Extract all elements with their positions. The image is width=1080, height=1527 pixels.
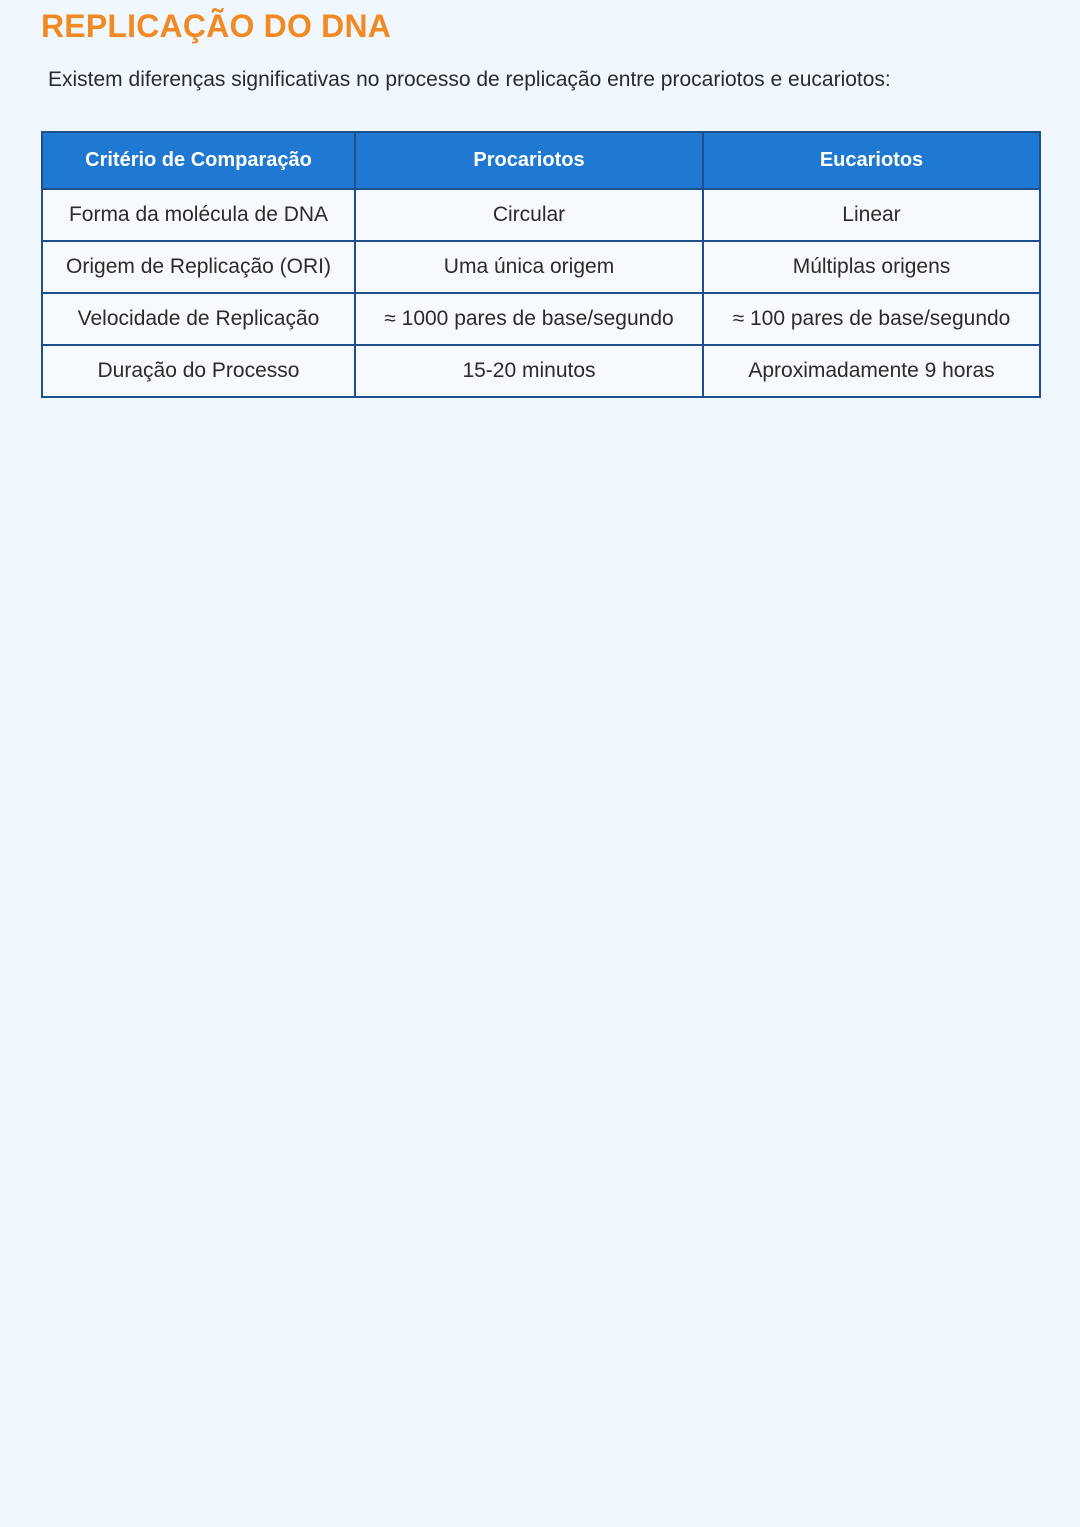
table-row xyxy=(42,293,1040,345)
table-cell-criterion: Origem de Replicação (ORI) xyxy=(42,241,355,293)
table-row xyxy=(42,345,1040,397)
table-cell-criterion: Forma da molécula de DNA xyxy=(42,189,355,241)
header-prokaryotes: Procariotos xyxy=(355,132,703,189)
table-row xyxy=(42,189,1040,241)
table-cell-prokaryotes: 15-20 minutos xyxy=(355,345,703,397)
page-title: REPLICAÇÃO DO DNA xyxy=(41,8,392,44)
header-eukaryotes: Eucariotos xyxy=(703,132,1040,189)
table-cell-criterion: Velocidade de Replicação xyxy=(42,293,355,345)
table-cell-prokaryotes: ≈ 1000 pares de base/segundo xyxy=(355,293,703,345)
header-criterion: Critério de Comparação xyxy=(42,132,355,189)
intro-paragraph: Existem diferenças significativas no processo de replicação entre procariotos e eucariotos: xyxy=(48,68,891,91)
table-cell-criterion: Duração do Processo xyxy=(42,345,355,397)
table-header-row xyxy=(42,132,1040,189)
table-cell-prokaryotes: Circular xyxy=(355,189,703,241)
table-cell-eukaryotes: Linear xyxy=(703,189,1040,241)
table-cell-prokaryotes: Uma única origem xyxy=(355,241,703,293)
table-cell-eukaryotes: ≈ 100 pares de base/segundo xyxy=(703,293,1040,345)
table-cell-eukaryotes: Aproximadamente 9 horas xyxy=(703,345,1040,397)
comparison-table xyxy=(41,131,1041,398)
table-cell-eukaryotes: Múltiplas origens xyxy=(703,241,1040,293)
table-row xyxy=(42,241,1040,293)
